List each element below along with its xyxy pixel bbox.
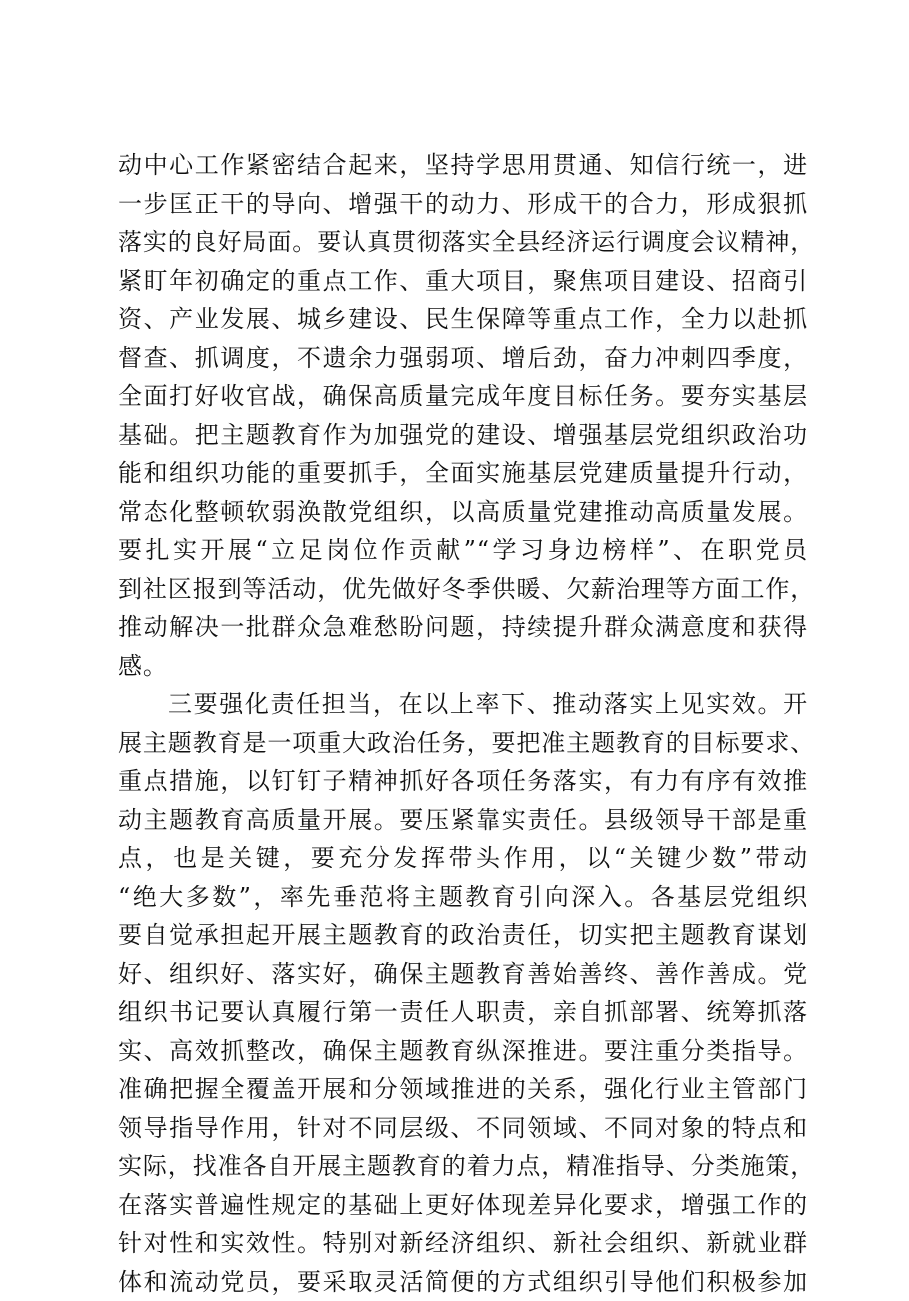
- text-line: 体和流动党员，要采取灵活简便的方式组织引导他们积极参加: [118, 1263, 808, 1301]
- text-line: 实际，找准各自开展主题教育的着力点，精准指导、分类施策，: [118, 1147, 808, 1186]
- text-line: 好、组织好、落实好，确保主题教育善始善终、善作善成。党: [118, 955, 808, 994]
- text-line: 基础。把主题教育作为加强党的建设、增强基层党组织政治功: [118, 416, 808, 455]
- text-line: 感。: [118, 647, 808, 686]
- document-body: [118, 146, 808, 1301]
- text-line: 点，也是关键，要充分发挥带头作用，以“关键少数”带动: [118, 839, 808, 878]
- text-line: 要扎实开展“立足岗位作贡献”“学习身边榜样”、在职党员: [118, 531, 808, 570]
- text-line: 重点措施，以钉钉子精神抓好各项任务落实，有力有序有效推: [118, 762, 808, 801]
- text-line: 常态化整顿软弱涣散党组织，以高质量党建推动高质量发展。: [118, 493, 808, 532]
- text-line: 落实的良好局面。要认真贯彻落实全县经济运行调度会议精神，: [118, 223, 808, 262]
- text-line: 推动解决一批群众急难愁盼问题，持续提升群众满意度和获得: [118, 608, 808, 647]
- text-line: 督查、抓调度，不遗余力强弱项、增后劲，奋力冲刺四季度，: [118, 339, 808, 378]
- text-line: 组织书记要认真履行第一责任人职责，亲自抓部署、统筹抓落: [118, 993, 808, 1032]
- text-line: 紧盯年初确定的重点工作、重大项目，聚焦项目建设、招商引: [118, 262, 808, 301]
- text-line: 动主题教育高质量开展。要压紧靠实责任。县级领导干部是重: [118, 801, 808, 840]
- text-line: 资、产业发展、城乡建设、民生保障等重点工作，全力以赴抓: [118, 300, 808, 339]
- text-line: 到社区报到等活动，优先做好冬季供暖、欠薪治理等方面工作，: [118, 570, 808, 609]
- text-line: 展主题教育是一项重大政治任务，要把准主题教育的目标要求、: [118, 724, 808, 763]
- text-line: “绝大多数”，率先垂范将主题教育引向深入。各基层党组织: [118, 878, 808, 917]
- text-line: 一步匡正干的导向、增强干的动力、形成干的合力，形成狠抓: [118, 185, 808, 224]
- text-line: 领导指导作用，针对不同层级、不同领域、不同对象的特点和: [118, 1109, 808, 1148]
- text-line: 实、高效抓整改，确保主题教育纵深推进。要注重分类指导。: [118, 1032, 808, 1071]
- text-line: 准确把握全覆盖开展和分领域推进的关系，强化行业主管部门: [118, 1070, 808, 1109]
- text-line: 在落实普遍性规定的基础上更好体现差异化要求，增强工作的: [118, 1186, 808, 1225]
- text-line: 能和组织功能的重要抓手，全面实施基层党建质量提升行动，: [118, 454, 808, 493]
- text-line: 动中心工作紧密结合起来，坚持学思用贯通、知信行统一，进: [118, 146, 808, 185]
- text-line: 要自觉承担起开展主题教育的政治责任，切实把主题教育谋划: [118, 916, 808, 955]
- text-line: 全面打好收官战，确保高质量完成年度目标任务。要夯实基层: [118, 377, 808, 416]
- text-line: 针对性和实效性。特别对新经济组织、新社会组织、新就业群: [118, 1224, 808, 1263]
- paragraph-first-line: 三要强化责任担当，在以上率下、推动落实上见实效。开: [118, 685, 808, 724]
